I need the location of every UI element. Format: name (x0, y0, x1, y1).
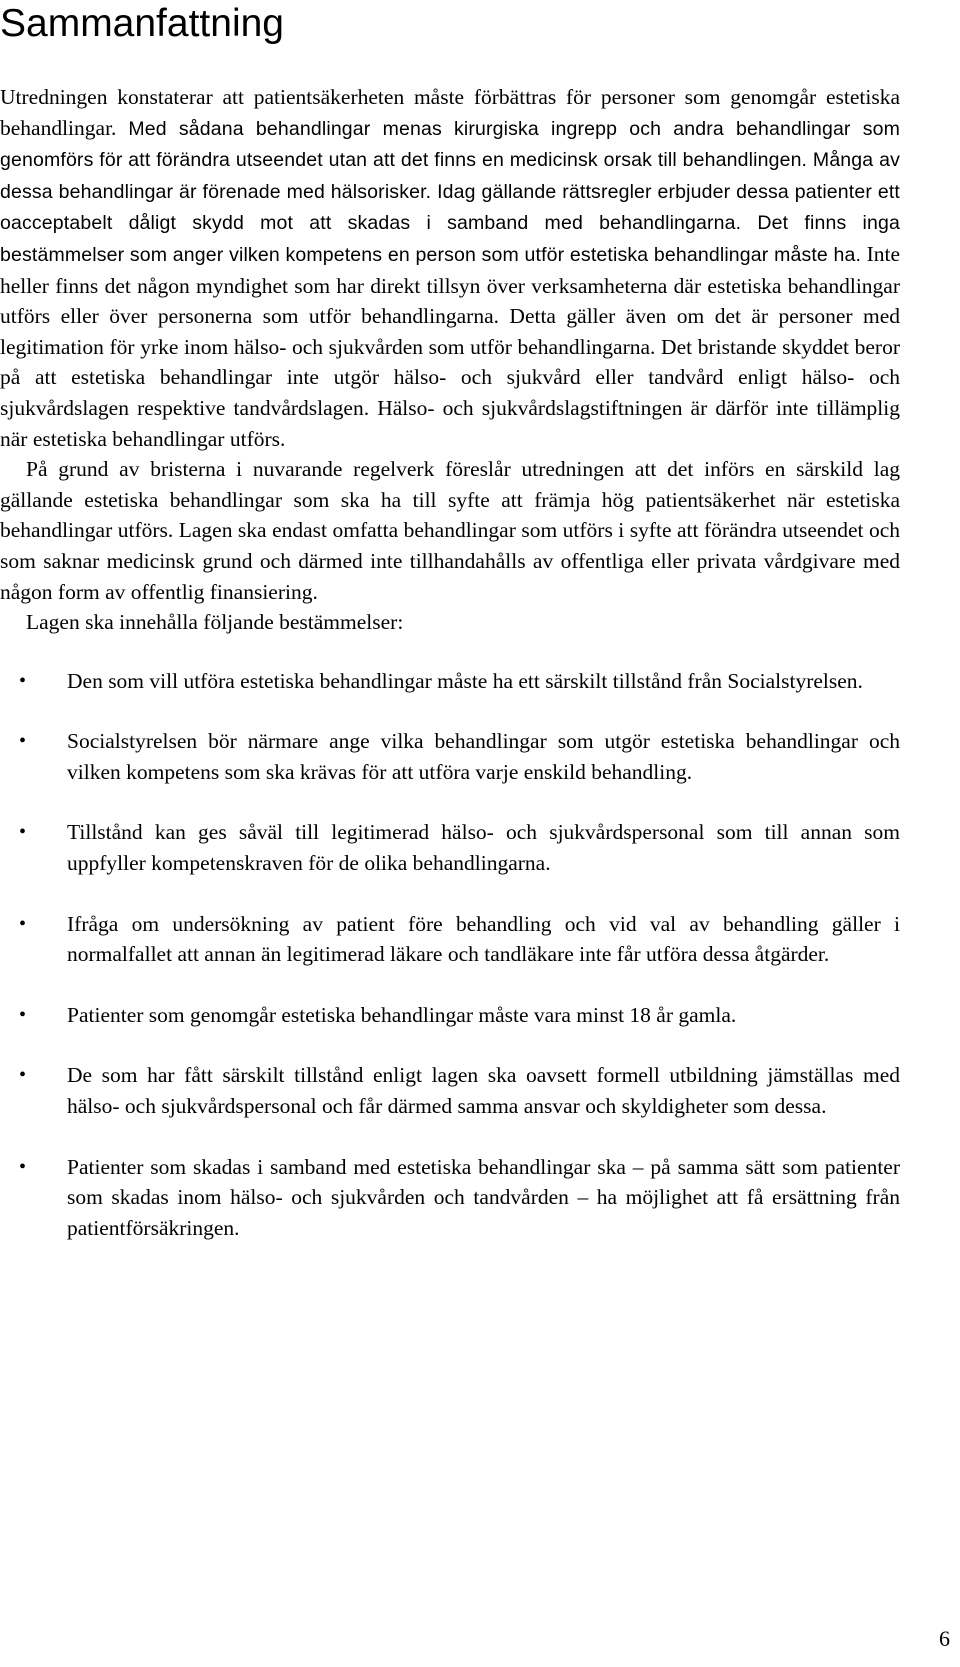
list-item (0, 726, 900, 787)
page-number: 6 (939, 1626, 950, 1651)
list-item-text: De som har fått särskilt tillstånd enligt lagen ska oavsett formell utbildning jämställas med hälso- och sjukvårdspersonal och får därmed samma ansvar och skyldigheter som dessa. (67, 1063, 900, 1119)
bullet-icon: • (19, 730, 27, 753)
list-item (0, 1000, 900, 1031)
bullet-icon: • (19, 669, 27, 692)
bullet-icon: • (19, 821, 27, 844)
bullet-icon: • (19, 1155, 27, 1178)
list-item (0, 909, 900, 970)
list-item (0, 1152, 900, 1244)
list-item-text: Socialstyrelsen bör närmare ange vilka behandlingar som utgör estetiska behandlingar och vilken kompetens som ska krävas för att utföra varje enskild behandling. (67, 729, 900, 784)
list-item (0, 817, 900, 878)
paragraph-intro (0, 82, 900, 454)
summary-body (0, 82, 900, 1273)
list-item-text: Den som vill utföra estetiska behandlingar måste ha ett särskilt tillstånd från Socialstyrelsen. (67, 668, 863, 693)
list-item-text: Ifråga om undersökning av patient före behandling och vid val av behandling gäller i normalfallet att annan än legitimerad läkare och tandläkare inte får utföra dessa åtgärder. (67, 911, 900, 967)
paragraph-intro-sans: Med sådana behandlingar menas kirurgiska ingrepp och andra behandlingar som genomförs för att förändra utseendet utan att det finns en medicinsk orsak till behandlingen. Många av dessa behandlingar är förenade med hälsorisker. Idag gällande rättsregler erbjuder dessa patienter ett oacceptabelt dåligt skydd mot att skadas i samband med behandlingarna. Det finns inga bestämmelser som anger vilken kompetens en person som utför estetiska behandlingar måste ha. (0, 117, 900, 266)
provisions-list (0, 666, 900, 1244)
list-item-text: Patienter som skadas i samband med estetiska behandlingar ska – på samma sätt som patienter som skadas inom hälso- och sjukvården och tandvården – ha möjlighet att få ersättning från patientförsäkringen. (67, 1154, 900, 1240)
bullet-icon: • (19, 912, 27, 935)
page-title: Sammanfattning (0, 2, 284, 45)
paragraph-intro-continuation: Inte heller finns det någon myndighet som har direkt tillsyn över verksamheterna där estetiska behandlingar utförs eller över personerna som utför behandlingarna. Detta gäller även om det är personer med legitimation för yrke inom hälso- och sjukvården som utför behandlingarna. Det bristande skyddet beror på att estetiska behandlingar inte utgör hälso- och sjukvård eller tandvård enligt hälso- och sjukvårdslagen respektive tandvårdslagen. Hälso- och sjukvårdslagstiftningen är därför inte tillämplig när estetiska behandlingar utförs. (0, 241, 901, 451)
bullet-icon: • (19, 1064, 27, 1087)
paragraph-proposal: På grund av bristerna i nuvarande regelverk föreslår utredningen att det införs en särskild lag gällande estetiska behandlingar som ska ha till syfte att främja hög patientsäkerhet när estetiska behandlingar utförs. Lagen ska endast omfatta behandlingar som utförs i syfte att förändra utseendet och som saknar medicinsk grund och därmed inte tillhandahålls av offentliga eller privata vårdgivare med någon form av offentlig finansiering. (0, 457, 900, 604)
list-item-text: Patienter som genomgår estetiska behandlingar måste vara minst 18 år gamla. (67, 1002, 737, 1027)
bullet-icon: • (19, 1003, 27, 1026)
paragraph-intro-serif: Utredningen konstaterar att patientsäkerheten måste förbättras för personer som genomgår estetiska behandlingar. (0, 85, 900, 140)
list-item-text: Tillstånd kan ges såväl till legitimerad hälso- och sjukvårdspersonal som till annan som uppfyller kompetenskraven för de olika behandlingarna. (67, 820, 900, 876)
list-item (0, 1060, 900, 1121)
list-item (0, 666, 900, 697)
paragraph-provisions-intro: Lagen ska innehålla följande bestämmelser: (26, 610, 404, 635)
